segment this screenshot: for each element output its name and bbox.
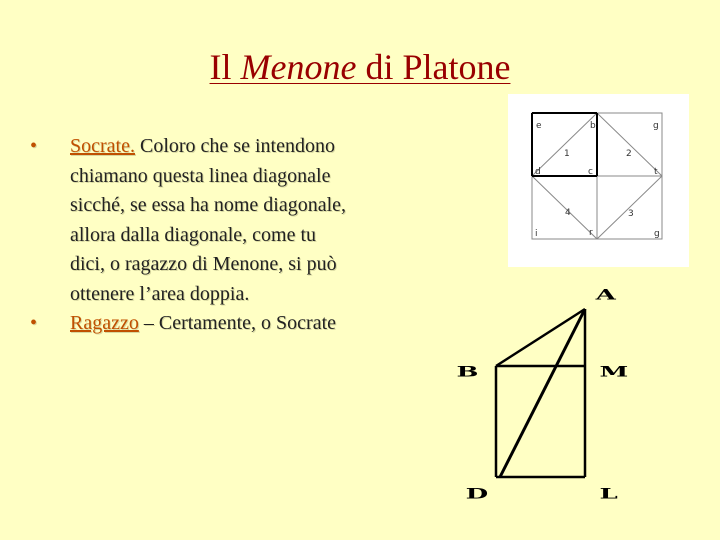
squares-diagram: [508, 94, 689, 267]
label-M: M: [599, 363, 629, 380]
slide-title: Il Menone di Platone: [209, 47, 511, 87]
label-t: t: [654, 167, 658, 177]
bullet-text: Coloro che se intendono chiamano questa linea diagonale sicché, se essa ha nome diagonale, allora dalla diagonale, come tu dici, o ragazzo di Menone, si può ottenere l’area doppia.: [70, 135, 347, 305]
label-1: 1: [564, 149, 570, 159]
label-d: d: [535, 167, 541, 177]
label-3: 3: [628, 209, 634, 219]
label-2: 2: [626, 149, 632, 159]
label-g-bottom: g: [654, 229, 660, 239]
bullet-item-socrate: [30, 132, 350, 309]
speaker-name: Ragazzo: [70, 312, 139, 334]
segment-diagram: [450, 282, 660, 504]
label-e: e: [536, 121, 542, 131]
label-c: c: [588, 167, 593, 177]
label-4: 4: [565, 208, 571, 218]
label-A: A: [595, 286, 616, 303]
speaker-name: Socrate.: [70, 135, 135, 157]
label-g-top: g: [653, 121, 659, 131]
title-italic: Menone: [240, 47, 357, 87]
label-r: r: [589, 228, 593, 238]
bullet-item-ragazzo: [30, 309, 350, 339]
bullet-dot-icon: •: [30, 312, 38, 334]
label-B: B: [456, 363, 479, 380]
bullet-text: – Certamente, o Socrate: [138, 312, 337, 334]
bullet-list: [30, 132, 350, 339]
label-b: b: [590, 121, 596, 131]
label-i: i: [535, 229, 538, 239]
bullet-dot-icon: •: [30, 135, 38, 157]
label-L: L: [599, 484, 618, 502]
label-D: D: [465, 484, 489, 502]
